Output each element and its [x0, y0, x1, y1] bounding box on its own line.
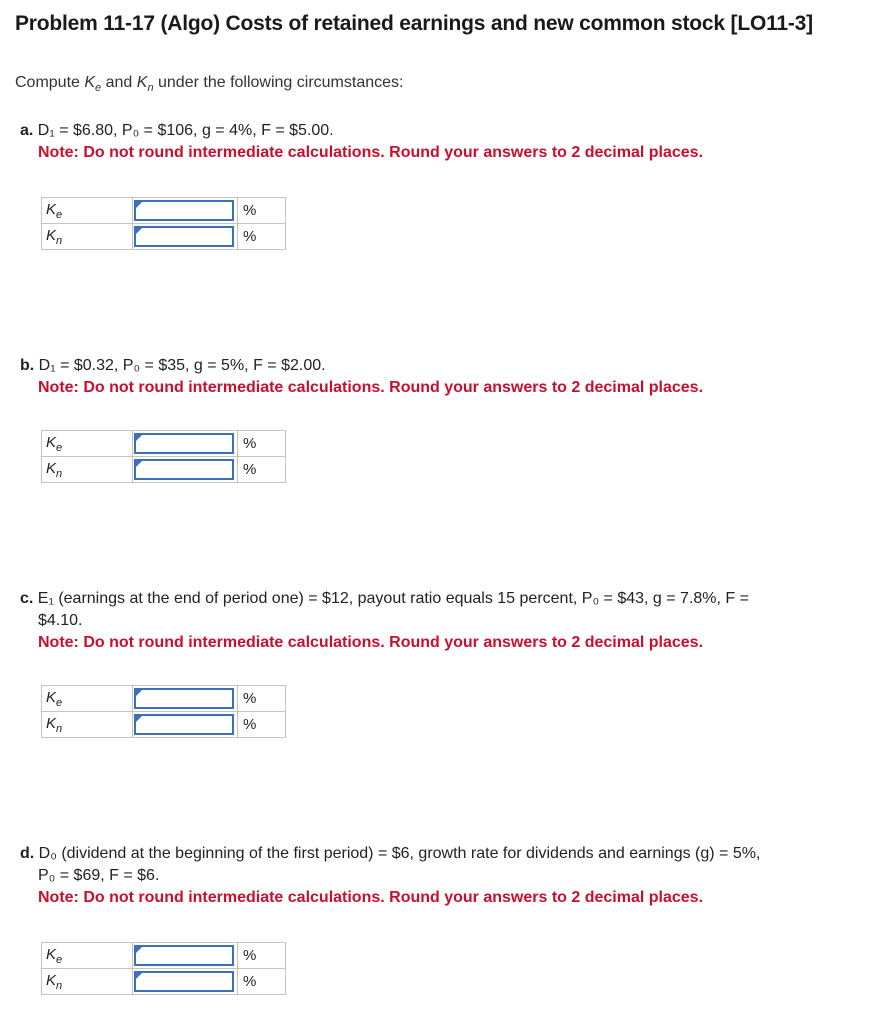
part-d-given-text: D₀ (dividend at the beginning of the first period) = $6, growth rate for dividends and earnings (g) = 5%, [38, 845, 761, 862]
kn-label-sub: n [56, 467, 63, 480]
kn-row [42, 224, 286, 250]
kn-label [42, 969, 133, 995]
ke-label-sub: e [56, 441, 63, 454]
ke-input-cell [133, 431, 238, 457]
ke-label-sub: e [56, 208, 63, 221]
percent-unit: % [238, 198, 286, 224]
percent-unit: % [238, 969, 286, 995]
part-c [20, 588, 865, 654]
ke-subscript: e [95, 82, 102, 95]
kn-label-symbol: K [46, 226, 57, 244]
ke-label-symbol: K [46, 945, 57, 963]
part-b-note: Note: Do not round intermediate calculations. Round your answers to 2 decimal places. [38, 379, 704, 396]
input-marker-icon [136, 435, 142, 441]
input-marker-icon [136, 973, 142, 979]
part-d-letter: d. [20, 845, 35, 862]
kn-label [42, 457, 133, 483]
ke-label-sub: e [56, 696, 63, 709]
instructions [15, 74, 403, 94]
intro-and: and [101, 74, 137, 91]
percent-unit: % [238, 457, 286, 483]
part-d-answer-table [41, 942, 286, 995]
part-a-given [20, 120, 865, 142]
part-d-note: Note: Do not round intermediate calculations. Round your answers to 2 decimal places. [38, 889, 704, 906]
ke-symbol: K [84, 74, 96, 91]
percent-unit: % [238, 224, 286, 250]
part-d-given-cont: P₀ = $69, F = $6. [38, 867, 160, 884]
kn-label-symbol: K [46, 714, 57, 732]
input-marker-icon [136, 202, 142, 208]
part-b-letter: b. [20, 357, 35, 374]
intro-prefix: Compute [15, 74, 85, 91]
kn-input-cell [133, 457, 238, 483]
kn-row [42, 969, 286, 995]
part-d [20, 843, 865, 909]
kn-symbol: K [136, 74, 148, 91]
part-c-given-cont: $4.10. [38, 612, 83, 629]
ke-label-symbol: K [46, 433, 57, 451]
part-b-ke-input[interactable] [136, 435, 232, 452]
percent-unit: % [238, 686, 286, 712]
part-b-answer-table [41, 430, 286, 483]
kn-label-sub: n [56, 722, 63, 735]
input-marker-icon [136, 716, 142, 722]
part-a-kn-input[interactable] [136, 228, 232, 245]
ke-input-cell [133, 943, 238, 969]
percent-unit: % [238, 712, 286, 738]
kn-row [42, 457, 286, 483]
ke-input-cell [133, 198, 238, 224]
ke-label-symbol: K [46, 200, 57, 218]
part-b [20, 355, 865, 399]
part-a-note: Note: Do not round intermediate calculations. Round your answers to 2 decimal places. [38, 144, 704, 161]
part-c-given-text: E₁ (earnings at the end of period one) = $12, payout ratio equals 15 percent, P₀ = $43, g = 7.8%, F = [37, 590, 749, 607]
part-c-note: Note: Do not round intermediate calculations. Round your answers to 2 decimal places. [38, 634, 704, 651]
ke-input-cell [133, 686, 238, 712]
ke-row [42, 686, 286, 712]
part-a-answer-table [41, 197, 286, 250]
input-marker-icon [136, 947, 142, 953]
part-a [20, 120, 865, 164]
part-a-ke-input[interactable] [136, 202, 232, 219]
kn-label-sub: n [56, 979, 63, 992]
part-d-given [20, 843, 865, 887]
kn-input-cell [133, 969, 238, 995]
kn-label [42, 712, 133, 738]
ke-row [42, 431, 286, 457]
part-c-kn-input[interactable] [136, 716, 232, 733]
part-d-kn-input[interactable] [136, 973, 232, 990]
part-a-letter: a. [20, 122, 34, 139]
intro-suffix: under the following circumstances: [153, 74, 404, 91]
kn-label-symbol: K [46, 971, 57, 989]
ke-label [42, 686, 133, 712]
part-b-given [20, 355, 865, 377]
ke-row [42, 198, 286, 224]
ke-label-sub: e [56, 953, 63, 966]
part-a-given-text: D₁ = $6.80, P₀ = $106, g = 4%, F = $5.00. [37, 122, 334, 139]
part-c-ke-input[interactable] [136, 690, 232, 707]
percent-unit: % [238, 431, 286, 457]
input-marker-icon [136, 228, 142, 234]
ke-label [42, 198, 133, 224]
part-c-given [20, 588, 865, 632]
part-b-given-text: D₁ = $0.32, P₀ = $35, g = 5%, F = $2.00. [38, 357, 326, 374]
ke-label-symbol: K [46, 688, 57, 706]
input-marker-icon [136, 461, 142, 467]
kn-label [42, 224, 133, 250]
ke-row [42, 943, 286, 969]
kn-input-cell [133, 712, 238, 738]
input-marker-icon [136, 690, 142, 696]
part-c-letter: c. [20, 590, 34, 607]
ke-label [42, 431, 133, 457]
kn-label-symbol: K [46, 459, 57, 477]
part-d-ke-input[interactable] [136, 947, 232, 964]
problem-title: Problem 11-17 (Algo) Costs of retained earnings and new common stock [LO11-3] [15, 12, 813, 35]
kn-subscript: n [147, 82, 154, 95]
ke-label [42, 943, 133, 969]
kn-input-cell [133, 224, 238, 250]
kn-label-sub: n [56, 234, 63, 247]
part-b-kn-input[interactable] [136, 461, 232, 478]
kn-row [42, 712, 286, 738]
part-c-answer-table [41, 685, 286, 738]
percent-unit: % [238, 943, 286, 969]
